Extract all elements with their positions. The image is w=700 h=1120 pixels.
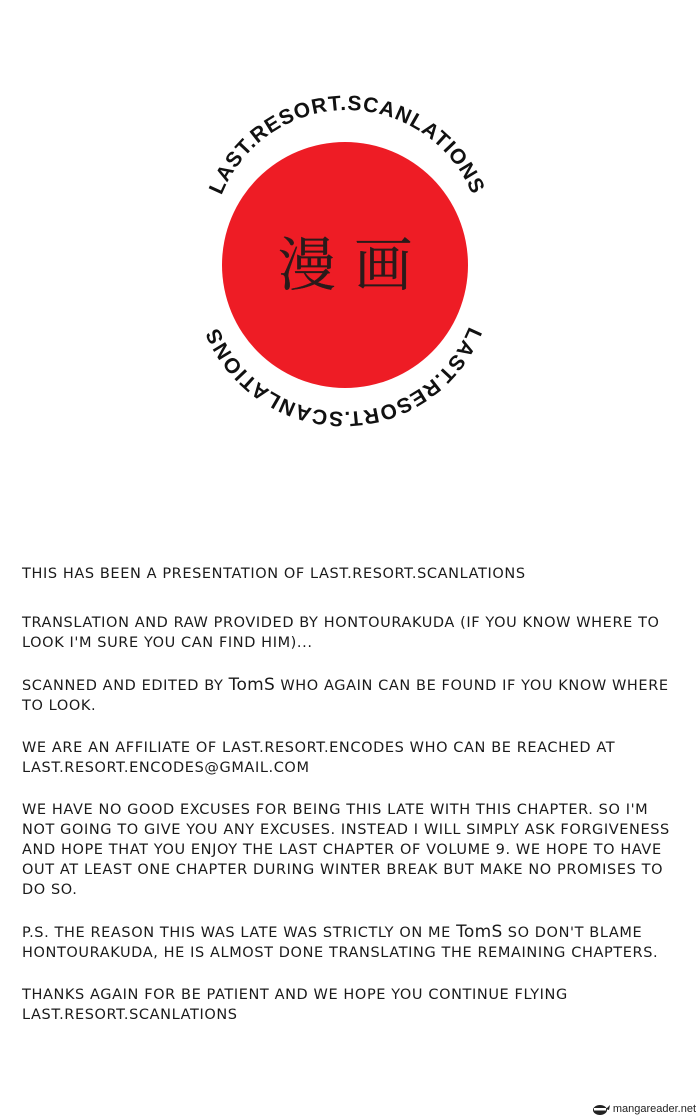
- scan-credit-suffix: WHO AGAIN CAN BE FOUND IF YOU KNOW WHERE TO LOOK.: [22, 678, 669, 714]
- presentation-line: THIS HAS BEEN A PRESENTATION OF LAST.RESORT.SCANLATIONS: [22, 566, 526, 582]
- ring-text-bottom: LAST.RESORT.SCANLATIONS: [201, 324, 486, 431]
- watermark-text: mangareader.net: [612, 1103, 696, 1115]
- ps-editor-name: TomS: [456, 922, 503, 942]
- thanks-note: THANKS AGAIN FOR BE PATIENT AND WE HOPE YOU CONTINUE FLYING LAST.RESORT.SCANLATIONS: [22, 987, 568, 1023]
- ring-text-top: LAST.RESORT.SCANLATIONS: [204, 95, 490, 198]
- scan-credit: [22, 675, 682, 716]
- credits-text: [22, 564, 682, 1047]
- apology-note: WE HAVE NO GOOD EXCUSES FOR BEING THIS LATE WITH THIS CHAPTER. SO I'M NOT GOING TO GIVE YOU ANY EXCUSES. INSTEAD I WILL SIMPLY ASK FORGIVENESS AND HOPE THAT YOU ENJOY THE LAST CHAPTER OF VOLUME 9. WE HOPE TO HAVE OUT AT LEAST ONE CHAPTER DURING WINTER BREAK BUT MAKE NO PROMISES TO DO SO.: [22, 802, 670, 898]
- ps-prefix: P.S. THE REASON THIS WAS LATE WAS STRICTLY ON ME: [22, 925, 451, 941]
- ps-suffix: SO DON'T BLAME HONTOURAKUDA, HE IS ALMOST DONE TRANSLATING THE REMAINING CHAPTERS.: [22, 925, 659, 961]
- scan-credit-prefix: SCANNED AND EDITED BY: [22, 678, 224, 694]
- editor-name: TomS: [228, 675, 276, 695]
- ninja-icon: [590, 1102, 610, 1116]
- site-watermark: [590, 1102, 696, 1116]
- affiliate-note: WE ARE AN AFFILIATE OF LAST.RESORT.ENCODES WHO CAN BE REACHED AT LAST.RESORT.ENCODES@GMAIL.COM: [22, 740, 616, 776]
- translation-credit: TRANSLATION AND RAW PROVIDED BY HONTOURAKUDA (IF YOU KNOW WHERE TO LOOK I'M SURE YOU CAN FIND HIM)...: [22, 615, 660, 651]
- scanlation-logo: [170, 95, 520, 435]
- manga-kanji: 漫 画: [277, 231, 413, 299]
- ps-note: [22, 922, 682, 963]
